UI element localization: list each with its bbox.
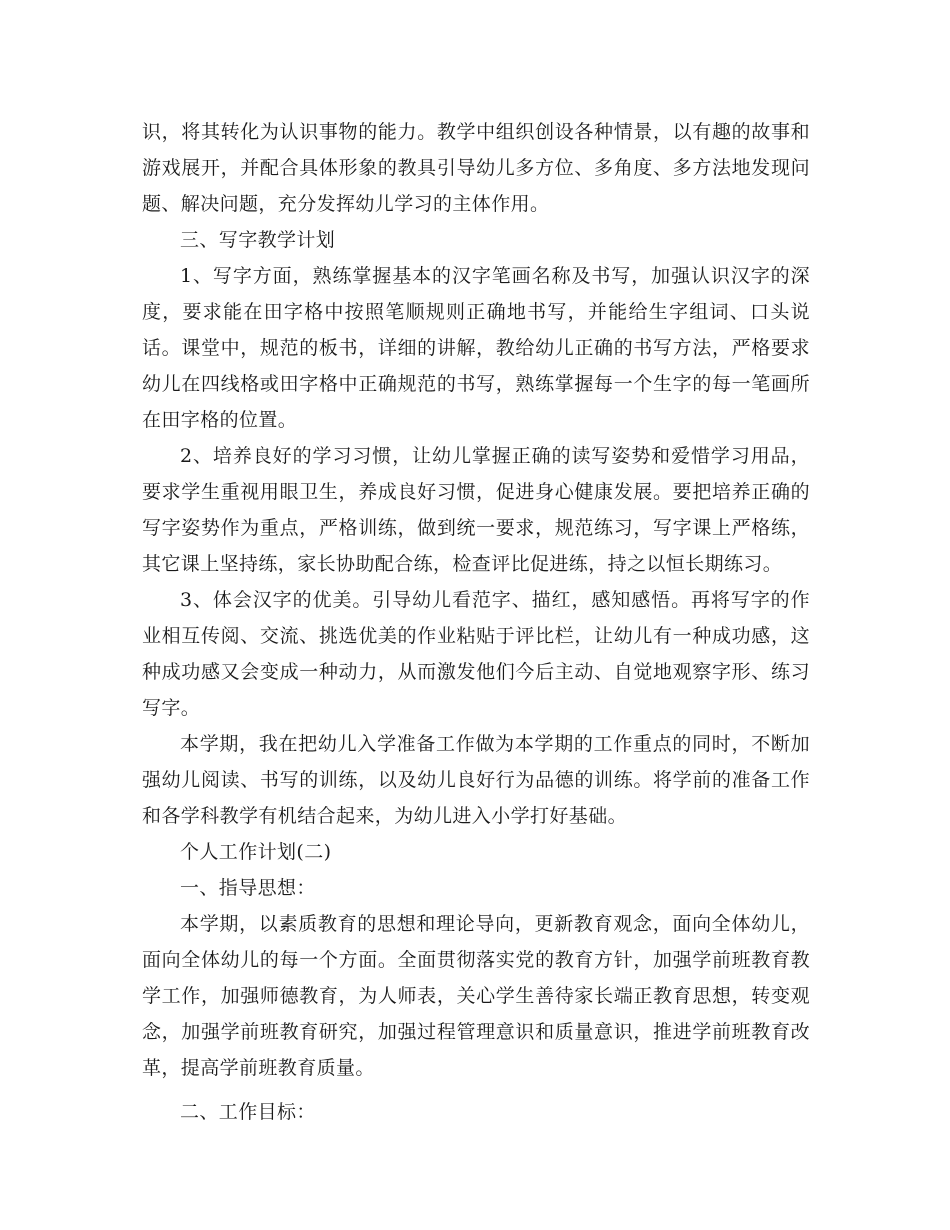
- paragraph-text: 识，将其转化为认识事物的能力。教学中组织创设各种情景，以有趣的故事和游戏展开，并配合具体形象的教具引导幼儿多方位、多角度、多方法地发现问题、解决问题，充分发挥幼儿学习的主体作用。: [142, 121, 810, 215]
- section-heading-plan-two: 个人工作计划(二): [180, 841, 332, 863]
- section-heading-guiding: 一、指导思想：: [180, 877, 316, 899]
- paragraph-text: 本学期，以素质教育的思想和理论导向，更新教育观念，面向全体幼儿，面向全体幼儿的每一个方面。全面贯彻落实党的教育方针，加强学前班教育教学工作，加强师德教育，为人师表，关心学生善待家长端正教育思想，转变观念，加强学前班教育研究，加强过程管理意识和质量意识，推进学前班教育改革，提高学前班教育质量。: [142, 913, 810, 1079]
- paragraph-text: 3、体会汉字的优美。引导幼儿看范字、描红，感知感悟。再将写字的作业相互传阅、交流、挑选优美的作业粘贴于评比栏，让幼儿有一种成功感，这种成功感又会变成一种动力，从而激发他们今后主动、自觉地观察字形、练习写字。: [142, 589, 810, 719]
- section-heading-goals: 二、工作目标：: [180, 1101, 316, 1123]
- paragraph-text: 本学期，我在把幼儿入学准备工作做为本学期的工作重点的同时，不断加强幼儿阅读、书写的训练，以及幼儿良好行为品德的训练。将学前的准备工作和各学科教学有机结合起来，为幼儿进入小学打好基础。: [142, 733, 810, 827]
- paragraph-text: 2、培养良好的学习习惯，让幼儿掌握正确的读写姿势和爱惜学习用品，要求学生重视用眼卫生，养成良好习惯，促进身心健康发展。要把培养正确的写字姿势作为重点，严格训练，做到统一要求，规范练习，写字课上严格练，其它课上坚持练，家长协助配合练，检查评比促进练，持之以恒长期练习。: [142, 445, 810, 575]
- document-body: [142, 114, 810, 1130]
- paragraph-text: 1、写字方面，熟练掌握基本的汉字笔画名称及书写，加强认识汉字的深度，要求能在田字格中按照笔顺规则正确地书写，并能给生字组词、口头说话。课堂中，规范的板书，详细的讲解，教给幼儿正确的书写方法，严格要求幼儿在四线格或田字格中正确规范的书写，熟练掌握每一个生字的每一笔画所在田字格的位置。: [142, 265, 810, 431]
- section-heading-writing-plan: 三、写字教学计划: [180, 229, 336, 251]
